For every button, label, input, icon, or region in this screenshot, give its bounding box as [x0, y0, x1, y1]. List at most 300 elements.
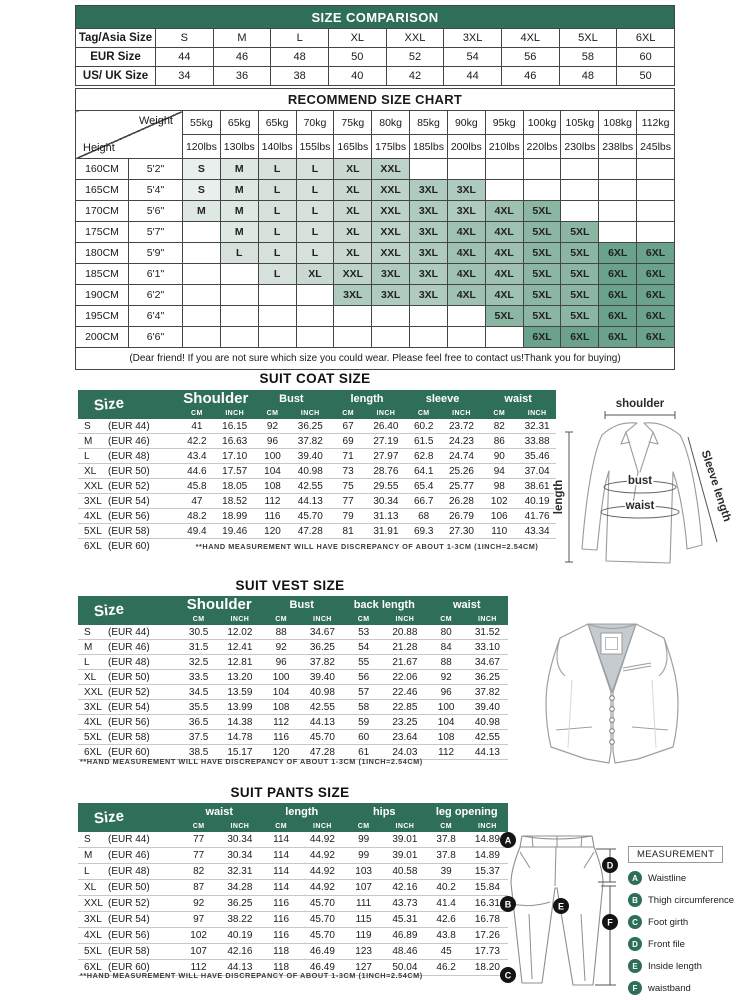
spec-value: 17.73	[467, 944, 508, 960]
unit-cm-label: CM	[254, 407, 292, 419]
spec-size-cell	[78, 625, 178, 640]
legend-key-badge: C	[628, 915, 642, 929]
spec-value: 43.4	[178, 449, 216, 464]
unit-inch-label: INCH	[216, 407, 254, 419]
spec-value: 80	[426, 625, 467, 640]
spec-value: 45.8	[178, 479, 216, 494]
spec-value: 26.40	[367, 419, 405, 434]
weight-lbs: 230lbs	[561, 135, 599, 159]
spec-size-cell	[78, 464, 178, 479]
spec-value: 37.8	[426, 848, 467, 864]
spec-value: 118	[261, 960, 302, 976]
spec-value: 53	[343, 625, 384, 640]
spec-row	[78, 670, 508, 685]
spec-size-eur: (EUR 50)	[108, 671, 150, 683]
spec-value: 18.99	[216, 509, 254, 524]
size-comparison-title: SIZE COMPARISON	[76, 6, 675, 29]
size-cell: M	[220, 201, 258, 222]
comparison-value: 58	[559, 48, 617, 67]
spec-size-eur: (EUR 60)	[108, 962, 150, 973]
weight-height-header	[76, 111, 183, 159]
spec-size-cell	[78, 479, 178, 494]
spec-value: 116	[261, 912, 302, 928]
spec-value: 29.55	[367, 479, 405, 494]
spec-value: 41.76	[518, 509, 556, 524]
spec-value: 17.57	[216, 464, 254, 479]
column-group-label: waist	[178, 803, 261, 820]
spec-value: 45.70	[302, 912, 343, 928]
spec-row	[78, 730, 508, 745]
size-cell	[220, 285, 258, 306]
unit-cm-label: CM	[480, 407, 518, 419]
spec-value: 56	[343, 670, 384, 685]
spec-row	[78, 449, 556, 464]
spec-value: 98	[480, 479, 518, 494]
column-group-label: length	[329, 390, 405, 407]
weight-kg: 75kg	[334, 111, 372, 135]
height-ft: 6'4"	[129, 306, 183, 327]
size-cell: L	[296, 222, 334, 243]
size-cell: 4XL	[447, 243, 485, 264]
size-cell: 3XL	[372, 264, 410, 285]
spec-row	[78, 419, 556, 434]
spec-value: 45.70	[291, 509, 329, 524]
size-cell	[523, 180, 561, 201]
spec-value: 23.25	[384, 715, 425, 730]
spec-value: 120	[261, 745, 302, 760]
spec-value: 28.76	[367, 464, 405, 479]
comparison-row-label: Tag/Asia Size	[76, 29, 156, 48]
spec-value: 46.89	[384, 928, 425, 944]
spec-size-letter: 5XL	[84, 731, 102, 743]
spec-value: 33.88	[518, 434, 556, 449]
spec-size-eur: (EUR 44)	[108, 834, 150, 845]
column-group-label: Shoulder	[178, 596, 261, 613]
height-row	[76, 180, 675, 201]
comparison-value: XXL	[386, 29, 444, 48]
legend-item-label: Foot girth	[648, 916, 689, 928]
spec-value: 44.92	[302, 880, 343, 896]
legend-key-badge: B	[628, 893, 642, 907]
spec-value: 106	[480, 509, 518, 524]
comparison-value: XL	[328, 29, 386, 48]
suit-coat-size-title: SUIT COAT SIZE	[259, 371, 371, 386]
spec-value: 31.5	[178, 640, 219, 655]
suit-coat-size-table	[78, 390, 556, 553]
legend-key-badge: F	[628, 981, 642, 995]
unit-cm-label: CM	[426, 613, 467, 625]
spec-value: 96	[254, 434, 292, 449]
spec-size-cell	[78, 944, 178, 960]
size-column-header	[78, 596, 178, 625]
size-cell: L	[258, 159, 296, 180]
spec-value: 44.6	[178, 464, 216, 479]
pants-marker-d: D	[606, 860, 614, 871]
spec-size-letter: 4XL	[84, 930, 102, 941]
spec-value: 32.31	[518, 419, 556, 434]
comparison-row	[76, 67, 675, 86]
spec-value: 104	[261, 685, 302, 700]
spec-value: 14.89	[467, 832, 508, 848]
spec-value: 88	[426, 655, 467, 670]
weight-kg: 70kg	[296, 111, 334, 135]
size-cell: L	[296, 159, 334, 180]
spec-value: 34.5	[178, 685, 219, 700]
height-cm: 160CM	[76, 159, 129, 180]
size-cell: 6XL	[637, 264, 675, 285]
spec-size-letter: 5XL	[84, 946, 102, 957]
column-group-label: leg opening	[426, 803, 509, 820]
spec-value: 116	[254, 509, 292, 524]
pants-marker-e: E	[557, 901, 565, 912]
legend-item	[628, 937, 748, 951]
spec-value: 14.38	[219, 715, 260, 730]
weight-lbs: 200lbs	[447, 135, 485, 159]
weight-kg: 90kg	[447, 111, 485, 135]
spec-value: 24.74	[443, 449, 481, 464]
spec-value: 42.6	[426, 912, 467, 928]
spec-value: 42.55	[467, 730, 508, 745]
spec-size-eur: (EUR 46)	[108, 435, 150, 447]
spec-row	[78, 640, 508, 655]
spec-value: 62.8	[405, 449, 443, 464]
spec-value: 22.85	[384, 700, 425, 715]
spec-row	[78, 464, 556, 479]
spec-size-eur: (EUR 52)	[108, 480, 150, 492]
size-cell	[637, 159, 675, 180]
size-cell: 4XL	[485, 243, 523, 264]
spec-size-letter: XXL	[84, 480, 103, 492]
spec-row	[78, 912, 508, 928]
spec-value: 42.2	[178, 434, 216, 449]
unit-inch-label: INCH	[384, 613, 425, 625]
size-cell: 4XL	[485, 201, 523, 222]
spec-size-eur: (EUR 56)	[108, 930, 150, 941]
pants-measurement-note: **HAND MEASUREMENT WILL HAVE DISCREPANCY OF ABOUT 1-3CM (1INCH=2.54CM)	[80, 971, 423, 980]
comparison-value: 4XL	[501, 29, 559, 48]
comparison-value: 6XL	[617, 29, 675, 48]
spec-value: 108	[254, 479, 292, 494]
size-cell: 3XL	[410, 264, 448, 285]
measurement-legend-items	[628, 871, 748, 995]
spec-value: 18.05	[216, 479, 254, 494]
spec-size-letter: XXL	[84, 686, 103, 698]
spec-size-cell	[78, 928, 178, 944]
size-cell: S	[183, 180, 221, 201]
spec-size-eur: (EUR 54)	[108, 495, 150, 507]
spec-value: 13.59	[219, 685, 260, 700]
spec-value: 82	[480, 419, 518, 434]
comparison-row-label: EUR Size	[76, 48, 156, 67]
coat-waist-label: waist	[625, 500, 655, 512]
spec-value: 112	[426, 745, 467, 760]
spec-value: 69	[329, 434, 367, 449]
unit-inch-label: INCH	[384, 820, 425, 832]
size-cell: 6XL	[637, 306, 675, 327]
spec-value: 37.5	[178, 730, 219, 745]
size-cell: M	[183, 201, 221, 222]
column-group-label: sleeve	[405, 390, 481, 407]
spec-size-letter: L	[84, 450, 90, 462]
spec-value: 112	[178, 960, 219, 976]
size-cell	[410, 327, 448, 348]
height-ft: 5'6"	[129, 201, 183, 222]
spec-value: 120	[254, 524, 292, 539]
spec-value: 44.92	[302, 864, 343, 880]
size-cell: XXL	[372, 222, 410, 243]
spec-value: 15.37	[467, 864, 508, 880]
size-column-label: Size	[93, 394, 125, 415]
spec-value: 24.03	[384, 745, 425, 760]
weight-lbs: 220lbs	[523, 135, 561, 159]
spec-row	[78, 509, 556, 524]
size-cell: L	[220, 243, 258, 264]
size-cell	[258, 306, 296, 327]
weight-label: Weight	[138, 115, 173, 127]
vest-pocket-square-inner	[606, 638, 618, 650]
spec-value: 55	[343, 655, 384, 670]
size-cell: L	[258, 222, 296, 243]
spec-value: 13.99	[219, 700, 260, 715]
size-cell: L	[296, 201, 334, 222]
spec-size-cell	[78, 864, 178, 880]
size-cell: XXL	[372, 243, 410, 264]
spec-value: 69.3	[405, 524, 443, 539]
spec-value: 36.25	[467, 670, 508, 685]
spec-value: 64.1	[405, 464, 443, 479]
comparison-value: 50	[617, 67, 675, 86]
unit-inch-label: INCH	[219, 613, 260, 625]
spec-value: 61	[343, 745, 384, 760]
spec-value: 24.23	[443, 434, 481, 449]
unit-inch-label: INCH	[219, 820, 260, 832]
size-cell: 6XL	[599, 306, 637, 327]
spec-value: 57	[343, 685, 384, 700]
height-weight-matrix	[76, 159, 675, 348]
height-ft: 6'6"	[129, 327, 183, 348]
spec-value: 22.46	[384, 685, 425, 700]
comparison-value: 5XL	[559, 29, 617, 48]
spec-size-cell	[78, 670, 178, 685]
spec-value: 108	[261, 700, 302, 715]
column-group-label: waist	[426, 596, 509, 613]
spec-value: 38.22	[219, 912, 260, 928]
spec-value: 43.8	[426, 928, 467, 944]
size-cell	[183, 285, 221, 306]
weight-kg: 95kg	[485, 111, 523, 135]
spec-value: 75	[329, 479, 367, 494]
weight-kg: 55kg	[183, 111, 221, 135]
spec-size-letter: 3XL	[84, 701, 102, 713]
size-cell	[637, 222, 675, 243]
size-cell	[637, 201, 675, 222]
size-cell: 5XL	[523, 222, 561, 243]
spec-row	[78, 832, 508, 848]
spec-value: 102	[480, 494, 518, 509]
spec-value: 45.70	[302, 730, 343, 745]
coat-sleeve-length-label: Sleeve length	[698, 448, 734, 524]
legend-item-label: waistband	[648, 982, 691, 994]
spec-size-letter: 3XL	[84, 495, 102, 507]
suit-pants-size-table	[78, 803, 508, 976]
size-cell: L	[258, 201, 296, 222]
spec-value: 40.98	[302, 685, 343, 700]
unit-cm-label: CM	[329, 407, 367, 419]
unit-inch-label: INCH	[302, 613, 343, 625]
spec-value: 100	[426, 700, 467, 715]
spec-value: 111	[343, 896, 384, 912]
spec-value: 16.78	[467, 912, 508, 928]
suit-pants-diagram	[498, 822, 623, 994]
spec-value: 108	[426, 730, 467, 745]
spec-value: 30.34	[219, 848, 260, 864]
size-cell: 3XL	[447, 180, 485, 201]
spec-value: 36.25	[291, 419, 329, 434]
spec-value: 81	[329, 524, 367, 539]
size-column-header	[78, 390, 178, 419]
size-cell	[561, 180, 599, 201]
height-ft: 5'4"	[129, 180, 183, 201]
spec-value: 114	[261, 864, 302, 880]
spec-size-eur: (EUR 54)	[108, 914, 150, 925]
legend-item	[628, 871, 748, 885]
height-row	[76, 201, 675, 222]
spec-value: 32.5	[178, 655, 219, 670]
size-cell	[372, 327, 410, 348]
size-cell: 4XL	[447, 264, 485, 285]
measurement-legend-title: MEASUREMENT	[628, 846, 723, 863]
unit-inch-label: INCH	[302, 820, 343, 832]
spec-value: 31.13	[367, 509, 405, 524]
spec-value: 92	[426, 670, 467, 685]
size-column-header	[78, 803, 178, 832]
spec-row	[78, 928, 508, 944]
size-cell: 3XL	[410, 180, 448, 201]
size-cell	[183, 243, 221, 264]
size-cell	[220, 264, 258, 285]
size-cell	[296, 306, 334, 327]
size-cell	[183, 264, 221, 285]
size-cell	[410, 159, 448, 180]
size-cell	[447, 306, 485, 327]
spec-size-letter: M	[84, 435, 93, 447]
spec-size-cell	[78, 524, 178, 539]
spec-value: 23.64	[384, 730, 425, 745]
contact-note: (Dear friend! If you are not sure which size you could wear. Please feel free to contact us!Thank you for buying)	[76, 348, 675, 370]
size-cell	[447, 327, 485, 348]
spec-value: 36.25	[302, 640, 343, 655]
spec-value: 27.19	[367, 434, 405, 449]
size-cell: XL	[334, 222, 372, 243]
spec-value: 118	[261, 944, 302, 960]
size-cell: XXL	[372, 201, 410, 222]
spec-size-letter: XL	[84, 671, 97, 683]
unit-cm-label: CM	[261, 820, 302, 832]
comparison-value: 54	[444, 48, 502, 67]
size-cell: 5XL	[485, 306, 523, 327]
spec-size-letter: S	[84, 834, 91, 845]
size-cell	[485, 180, 523, 201]
size-cell: XL	[334, 243, 372, 264]
unit-inch-label: INCH	[443, 407, 481, 419]
comparison-value: 48	[559, 67, 617, 86]
height-ft: 6'1"	[129, 264, 183, 285]
spec-value: 46.49	[302, 960, 343, 976]
spec-row	[78, 848, 508, 864]
legend-key-badge: A	[628, 871, 642, 885]
height-cm: 165CM	[76, 180, 129, 201]
spec-value: 47.28	[302, 745, 343, 760]
spec-value: 86	[480, 434, 518, 449]
spec-size-letter: 6XL	[84, 540, 102, 552]
spec-size-cell	[78, 640, 178, 655]
spec-value: 39.40	[467, 700, 508, 715]
size-cell	[183, 306, 221, 327]
column-group-label: length	[261, 803, 344, 820]
size-cell: L	[258, 243, 296, 264]
spec-size-letter: 4XL	[84, 716, 102, 728]
comparison-value: 40	[328, 67, 386, 86]
spec-value: 41	[178, 419, 216, 434]
spec-value: 22.06	[384, 670, 425, 685]
pants-marker-c: C	[504, 970, 512, 981]
spec-size-letter: XL	[84, 882, 97, 893]
size-cell	[561, 159, 599, 180]
spec-value: 44.13	[467, 745, 508, 760]
size-comparison-body	[76, 29, 675, 86]
size-cell: 5XL	[523, 306, 561, 327]
spec-size-eur: (EUR 46)	[108, 850, 150, 861]
spec-value: 116	[261, 896, 302, 912]
spec-value: 114	[261, 832, 302, 848]
spec-value: 49.4	[178, 524, 216, 539]
comparison-value: S	[156, 29, 214, 48]
size-cell: XXL	[372, 159, 410, 180]
height-cm: 195CM	[76, 306, 129, 327]
recommend-size-chart-table	[75, 88, 675, 370]
spec-size-eur: (EUR 44)	[108, 420, 150, 432]
size-cell: M	[220, 180, 258, 201]
spec-value: 123	[343, 944, 384, 960]
spec-value: 15.84	[467, 880, 508, 896]
weight-header-rows	[76, 111, 675, 159]
spec-value: 104	[426, 715, 467, 730]
spec-size-cell	[78, 419, 178, 434]
weight-kg: 112kg	[637, 111, 675, 135]
comparison-value: L	[271, 29, 329, 48]
size-cell	[183, 222, 221, 243]
height-row	[76, 243, 675, 264]
size-comparison-table	[75, 5, 675, 86]
height-row	[76, 264, 675, 285]
spec-value: 40.19	[518, 494, 556, 509]
spec-size-letter: 4XL	[84, 510, 102, 522]
height-ft: 5'7"	[129, 222, 183, 243]
comparison-row	[76, 29, 675, 48]
spec-value: 34.67	[302, 625, 343, 640]
spec-value: 40.98	[467, 715, 508, 730]
column-group-label: Bust	[261, 596, 344, 613]
size-cell	[258, 327, 296, 348]
coat-length-label: length	[553, 479, 565, 515]
comparison-value: 56	[501, 48, 559, 67]
comparison-value: M	[213, 29, 271, 48]
spec-value: 36.25	[219, 896, 260, 912]
spec-size-eur: (EUR 60)	[108, 746, 150, 758]
weight-lbs: 210lbs	[485, 135, 523, 159]
legend-item-label: Inside length	[648, 960, 702, 972]
spec-value: 92	[178, 896, 219, 912]
